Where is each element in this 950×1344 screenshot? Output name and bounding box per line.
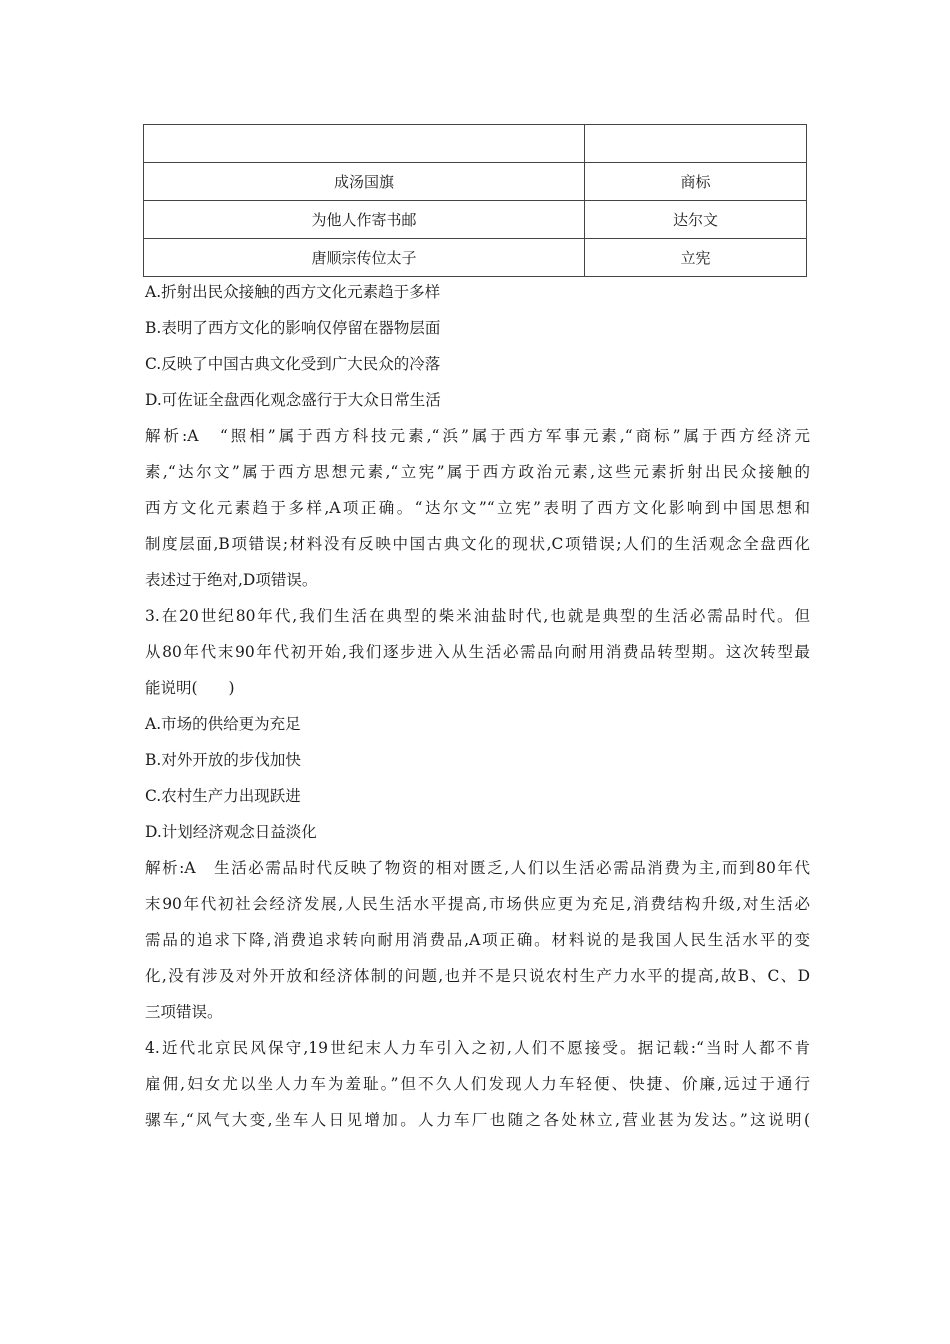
table-cell: 商标 [584, 163, 806, 201]
table-row [144, 163, 807, 201]
term-table [143, 124, 807, 277]
analysis-line: 制度层面,B项错误;材料没有反映中国古典文化的现状,C项错误;人们的生活观念全盘西化 [145, 535, 810, 553]
table-cell: 成汤国旗 [144, 163, 585, 201]
analysis-line: 末90年代初社会经济发展,人民生活水平提高,市场供应更为充足,消费结构升级,对生活必 [145, 895, 810, 913]
analysis-line: 西方文化元素趋于多样,A项正确。“达尔文”“立宪”表明了西方文化影响到中国思想和 [145, 499, 810, 517]
table-cell [144, 125, 585, 163]
analysis-line: 解析:A 生活必需品时代反映了物资的相对匮乏,人们以生活必需品消费为主,而到80年代 [145, 859, 810, 877]
table-cell: 唐顺宗传位太子 [144, 239, 585, 277]
table-row [144, 125, 807, 163]
option-c: C.农村生产力出现跃进 [145, 787, 301, 805]
table-cell: 立宪 [584, 239, 806, 277]
option-d: D.计划经济观念日益淡化 [145, 823, 317, 841]
question-stem-line: 雇佣,妇女尤以坐人力车为羞耻。”但不久人们发现人力车轻便、快捷、价廉,远过于通行 [145, 1075, 810, 1093]
table-cell [584, 125, 806, 163]
analysis-line: 三项错误。 [145, 1003, 223, 1021]
table-cell: 达尔文 [584, 201, 806, 239]
option-c: C.反映了中国古典文化受到广大民众的冷落 [145, 355, 441, 373]
question-stem-line: 从80年代末90年代初开始,我们逐步进入从生活必需品向耐用消费品转型期。这次转型最 [145, 643, 810, 661]
table-row [144, 201, 807, 239]
option-a: A.市场的供给更为充足 [145, 715, 301, 733]
analysis-line: 需品的追求下降,消费追求转向耐用消费品,A项正确。材料说的是我国人民生活水平的变 [145, 931, 810, 949]
option-b: B.对外开放的步伐加快 [145, 751, 301, 769]
question-stem-line: 3.在20世纪80年代,我们生活在典型的柴米油盐时代,也就是典型的生活必需品时代。但 [145, 607, 810, 625]
question-stem-line: 4.近代北京民风保守,19世纪末人力车引入之初,人们不愿接受。据记载:“当时人都不肯 [145, 1039, 810, 1057]
analysis-line: 解析:A “照相”属于西方科技元素,“浜”属于西方军事元素,“商标”属于西方经济元 [145, 427, 810, 445]
question-stem-line: 骡车,“风气大变,坐车人日见增加。人力车厂也随之各处林立,营业甚为发达。”这说明( [145, 1111, 810, 1129]
option-a: A.折射出民众接触的西方文化元素趋于多样 [145, 283, 441, 301]
table-cell: 为他人作寄书邮 [144, 201, 585, 239]
option-d: D.可佐证全盘西化观念盛行于大众日常生活 [145, 391, 441, 409]
analysis-line: 表述过于绝对,D项错误。 [145, 571, 318, 589]
analysis-line: 化,没有涉及对外开放和经济体制的问题,也并不是只说农村生产力水平的提高,故B、C、D [145, 967, 810, 985]
option-b: B.表明了西方文化的影响仅停留在器物层面 [145, 319, 441, 337]
question-stem-line: 能说明( ) [145, 679, 235, 697]
analysis-line: 素,“达尔文”属于西方思想元素,“立宪”属于西方政治元素,这些元素折射出民众接触的 [145, 463, 810, 481]
question-body [145, 274, 810, 1138]
table-row [144, 239, 807, 277]
